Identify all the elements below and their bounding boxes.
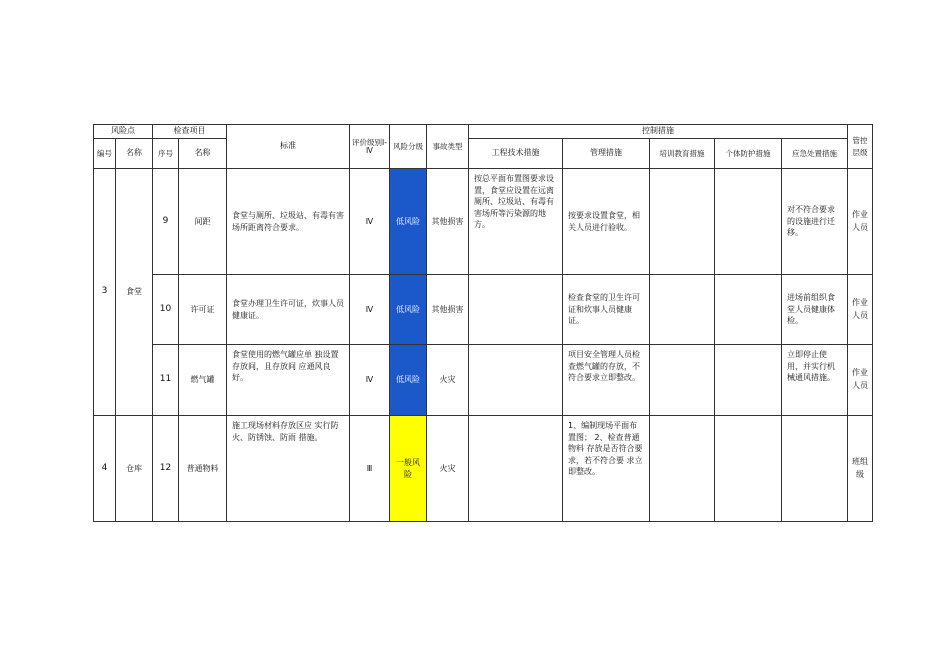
row-level: Ⅲ	[350, 416, 390, 522]
row-management: 检查食堂的卫生许可证和炊事人员健康证。	[563, 275, 650, 345]
table-row	[94, 345, 873, 416]
row-engineering	[469, 416, 563, 522]
row-engineering: 按总平面布置图要求设置，食堂应设置在远离厕所、垃圾站、有毒有害场所等污染源的地方。	[469, 169, 563, 275]
row-standard: 施工现场材料存放区应 实行防火、防锈蚀、防雨 措施。	[227, 416, 350, 522]
row-emergency	[782, 416, 848, 522]
header-training: 培训教育措施	[650, 139, 715, 169]
row-training	[650, 169, 715, 275]
table-row	[94, 275, 873, 345]
header-no: 编号	[94, 139, 116, 169]
row-ppe	[715, 416, 782, 522]
row-control-level: 班组级	[848, 416, 873, 522]
row-ppe	[715, 169, 782, 275]
row-item: 许可证	[179, 275, 227, 345]
table-row	[94, 416, 873, 522]
group-name: 食堂	[116, 169, 153, 416]
row-level: Ⅳ	[350, 169, 390, 275]
row-training	[650, 275, 715, 345]
row-seq: 10	[153, 275, 179, 345]
row-management: 项目安全管理人员检查燃气罐的存放，不符合要求立即整改。	[563, 345, 650, 416]
header-control-measures: 控制措施	[469, 125, 848, 139]
row-ppe	[715, 345, 782, 416]
row-accident: 火灾	[427, 416, 469, 522]
header-management: 管理措施	[563, 139, 650, 169]
header-standard: 标准	[227, 125, 350, 169]
row-emergency: 立即停止使用，并实行机械通风措施。	[782, 345, 848, 416]
row-seq: 11	[153, 345, 179, 416]
row-training	[650, 416, 715, 522]
header-name: 名称	[116, 139, 153, 169]
group-no: 4	[94, 416, 116, 522]
row-engineering	[469, 345, 563, 416]
row-management: 1、编制现场平面布置图； 2、检查普通物料 存放是否符合要 求，若不符合要 求立即整改。	[563, 416, 650, 522]
header-emergency: 应急处置措施	[782, 139, 848, 169]
header-risk-point: 风险点	[94, 125, 153, 139]
row-level: Ⅳ	[350, 275, 390, 345]
row-risk-grade: 低风险	[390, 345, 427, 416]
row-risk-grade: 低风险	[390, 275, 427, 345]
row-engineering	[469, 275, 563, 345]
row-control-level: 作业人员	[848, 275, 873, 345]
row-accident: 其他损害	[427, 275, 469, 345]
row-item: 间距	[179, 169, 227, 275]
row-accident: 火灾	[427, 345, 469, 416]
row-standard: 食堂使用的燃气罐应单 独设置存放间，且存放间 应通风良好。	[227, 345, 350, 416]
row-accident: 其他损害	[427, 169, 469, 275]
row-control-level: 作业人员	[848, 169, 873, 275]
row-item: 燃气罐	[179, 345, 227, 416]
row-management: 按要求设置食堂，相关人员进行验收。	[563, 169, 650, 275]
group-no: 3	[94, 169, 116, 416]
row-control-level: 作业人员	[848, 345, 873, 416]
header-item-name: 名称	[179, 139, 227, 169]
row-item: 普通物料	[179, 416, 227, 522]
header-control-level: 管控层级	[848, 125, 873, 169]
header-risk-grade: 风险分级	[390, 125, 427, 169]
row-seq: 12	[153, 416, 179, 522]
row-training	[650, 345, 715, 416]
header-accident-type: 事故类型	[427, 125, 469, 169]
header-eval-level: 评价级别Ⅰ-Ⅳ	[350, 125, 390, 169]
row-emergency: 对不符合要求的设施进行迁移。	[782, 169, 848, 275]
header-seq: 序号	[153, 139, 179, 169]
row-level: Ⅳ	[350, 345, 390, 416]
risk-control-table	[93, 124, 873, 522]
row-risk-grade: 低风险	[390, 169, 427, 275]
row-standard: 食堂办理卫生许可证，炊事人员健康证。	[227, 275, 350, 345]
row-seq: 9	[153, 169, 179, 275]
row-emergency: 进场前组织食堂人员健康体检。	[782, 275, 848, 345]
row-risk-grade: 一般风险	[390, 416, 427, 522]
header-engineering: 工程技术措施	[469, 139, 563, 169]
header-ppe: 个体防护措施	[715, 139, 782, 169]
header-check-item: 检查项目	[153, 125, 227, 139]
row-standard: 食堂与厕所、垃圾站、有毒有害场所距离符合要求。	[227, 169, 350, 275]
group-name: 仓库	[116, 416, 153, 522]
row-ppe	[715, 275, 782, 345]
table-row	[94, 169, 873, 275]
